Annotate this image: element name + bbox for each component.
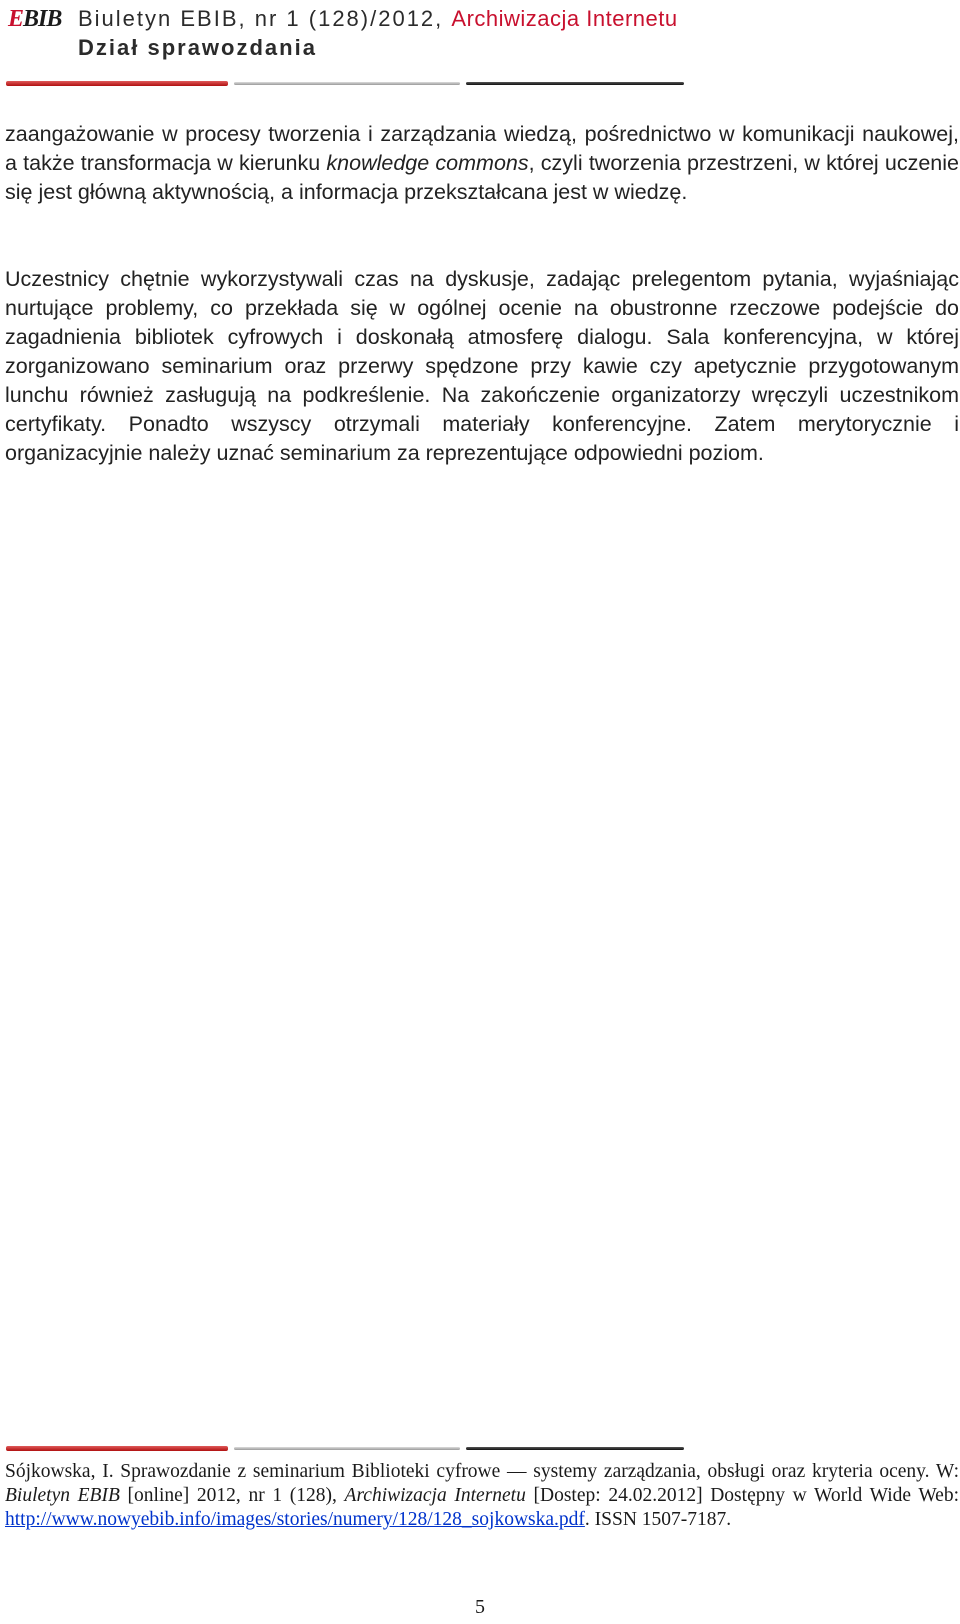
paragraph-2: Uczestnicy chętnie wykorzystywali czas na dyskusje, zadając prelegentom pytania, wyjaśniając nurtujące problemy, co przekłada się w ogólnej ocenie na obustronne rzeczowe podejście do zagadnienia bibliotek cyfrowych i doskonałą atmosferę dialogu. Sala konferencyjna, w której zorganizowano seminarium oraz przerwy spędzone przy kawie czy apetycznie przygotowanym lunchu również zasługują na podkreślenie. Na zakończenie organizatorzy wręczyli uczestnikom certyfikaty. Ponadto wszyscy otrzymali materiały konferencyjne. Zatem merytorycznie i organizacyjnie należy uznać seminarium za reprezentujące odpowiedni poziom. [5, 267, 959, 465]
divider-black-segment [466, 1447, 684, 1450]
footer-divider [6, 1446, 678, 1451]
journal-title [78, 5, 678, 33]
paragraph-1: zaangażowanie w procesy tworzenia i zarządzania wiedzą, pośrednictwo w komunikacji naukowej, a także transformacja w kierunku knowledge commons, czyli tworzenia przestrzeni, w której uczenie się jest główną aktywnością, a informacja przekształcana jest w wiedzę. [5, 122, 959, 204]
divider-black-segment [466, 82, 684, 85]
section-title: Dział sprawozdania [78, 35, 317, 60]
divider-red-segment [6, 81, 228, 86]
page-number: 5 [475, 1596, 485, 1618]
page-header [0, 0, 960, 90]
issue-topic: Archiwizacja Internetu [451, 6, 678, 31]
divider-red-segment [6, 1446, 228, 1451]
ebib-logo: EBIB [8, 6, 62, 32]
citation-url-link[interactable]: http://www.nowyebib.info/images/stories/numery/128/128_sojkowska.pdf [5, 1509, 585, 1530]
header-divider [6, 81, 678, 86]
citation-footer: Sójkowska, I. Sprawozdanie z seminarium Biblioteki cyfrowe — systemy zarządzania, obsługi oraz kryteria oceny. W: Biuletyn EBIB [online] 2012, nr 1 (128), Archiwizacja Internetu [Dostep: 24.02.2012] Dostępny w World Wide Web: http://www.nowyebib.info/images/stories/numery/128/128_sojkowska.pdf. ISSN 1507-7187. [5, 1461, 959, 1530]
journal-title-prefix: Biuletyn EBIB, nr 1 (128)/2012, [78, 6, 452, 31]
divider-gray-segment [234, 82, 460, 85]
emphasis-knowledge-commons: knowledge commons [326, 151, 529, 175]
divider-gray-segment [234, 1447, 460, 1450]
